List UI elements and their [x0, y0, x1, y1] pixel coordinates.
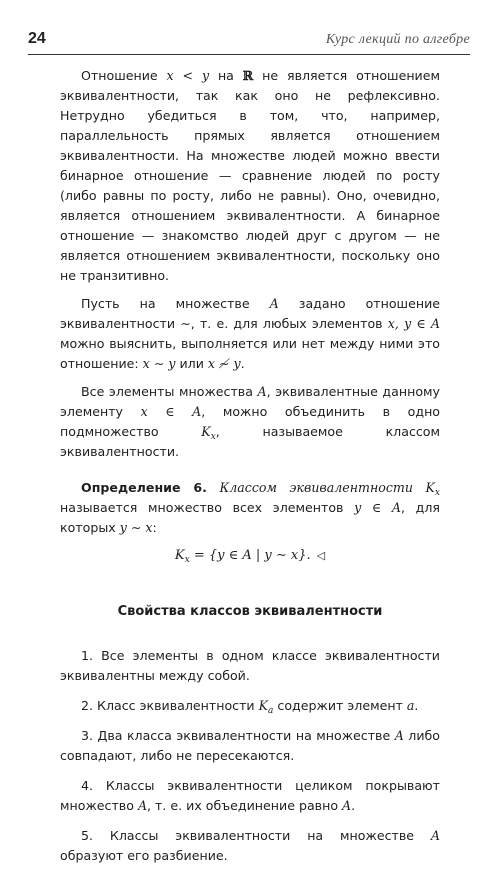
formula-class-definition: $K_x = \{y$ ∈ A | y ∼ x}. ◁	[174, 548, 326, 565]
page-number: 24	[28, 30, 46, 47]
definition-label: Определение 6.	[81, 480, 207, 495]
header-rule	[28, 54, 470, 55]
paragraph-3: Все элементы множества A, эквивалентные данному элементу x ∈ A, можно объединить в одно подмножество $K_x$, называемое классом эквивалентности.	[60, 384, 441, 459]
page-header	[28, 30, 470, 48]
property-2: 2. Класс эквивалентности $K_a$ содержит элемент a.	[81, 698, 419, 716]
section-title: Свойства классов эквивалентности	[117, 604, 383, 619]
property-3: 3. Два класса эквивалентности на множестве A либо совпадают, либо не пересекаются.	[60, 728, 440, 763]
math-x: x	[166, 68, 174, 83]
definition-6: Определение 6. Классом эквивалентности $K_x$ называется множество всех элементов y ∈ A, для которых y ∼ x:	[60, 480, 441, 535]
math-reals: ℝ	[242, 68, 254, 83]
property-5: 5. Классы эквивалентности на множестве A образуют его разбиение.	[60, 828, 440, 863]
property-1: 1. Все элементы в одном классе эквивалентности эквивалентны между собой.	[60, 648, 440, 683]
running-title: Курс лекций по алгебре	[325, 32, 470, 47]
page-body	[60, 66, 440, 876]
property-4: 4. Классы эквивалентности целиком покрывают множество A, т. е. их объединение равно A.	[60, 778, 440, 813]
end-of-definition-mark: ◁	[316, 549, 326, 562]
paragraph-1: Отношение x < y на ℝ не является отношением эквивалентности, так как оно не рефлексивно. Нетрудно убедиться в том, что, например, параллельность прямых является отношением эквивалентности. На множестве людей можно ввести бинарное отношение — сравнение людей по росту (либо равны по росту, либо не равны). Оно, очевидно, является отношением эквивалентности. А бинарное отношение — знакомство людей друг с другом — не является отношением эквивалентности, поскольку оно не транзитивно.	[60, 68, 440, 283]
paragraph-2: Пусть на множестве A задано отношение эквивалентности ∼, т. е. для любых элементов x, y ∈ A можно выяснить, выполняется или нет между ними это отношение: x ∼ y или x ≁ y.	[60, 296, 440, 371]
properties-list	[60, 646, 440, 866]
math-y: y	[201, 68, 210, 83]
